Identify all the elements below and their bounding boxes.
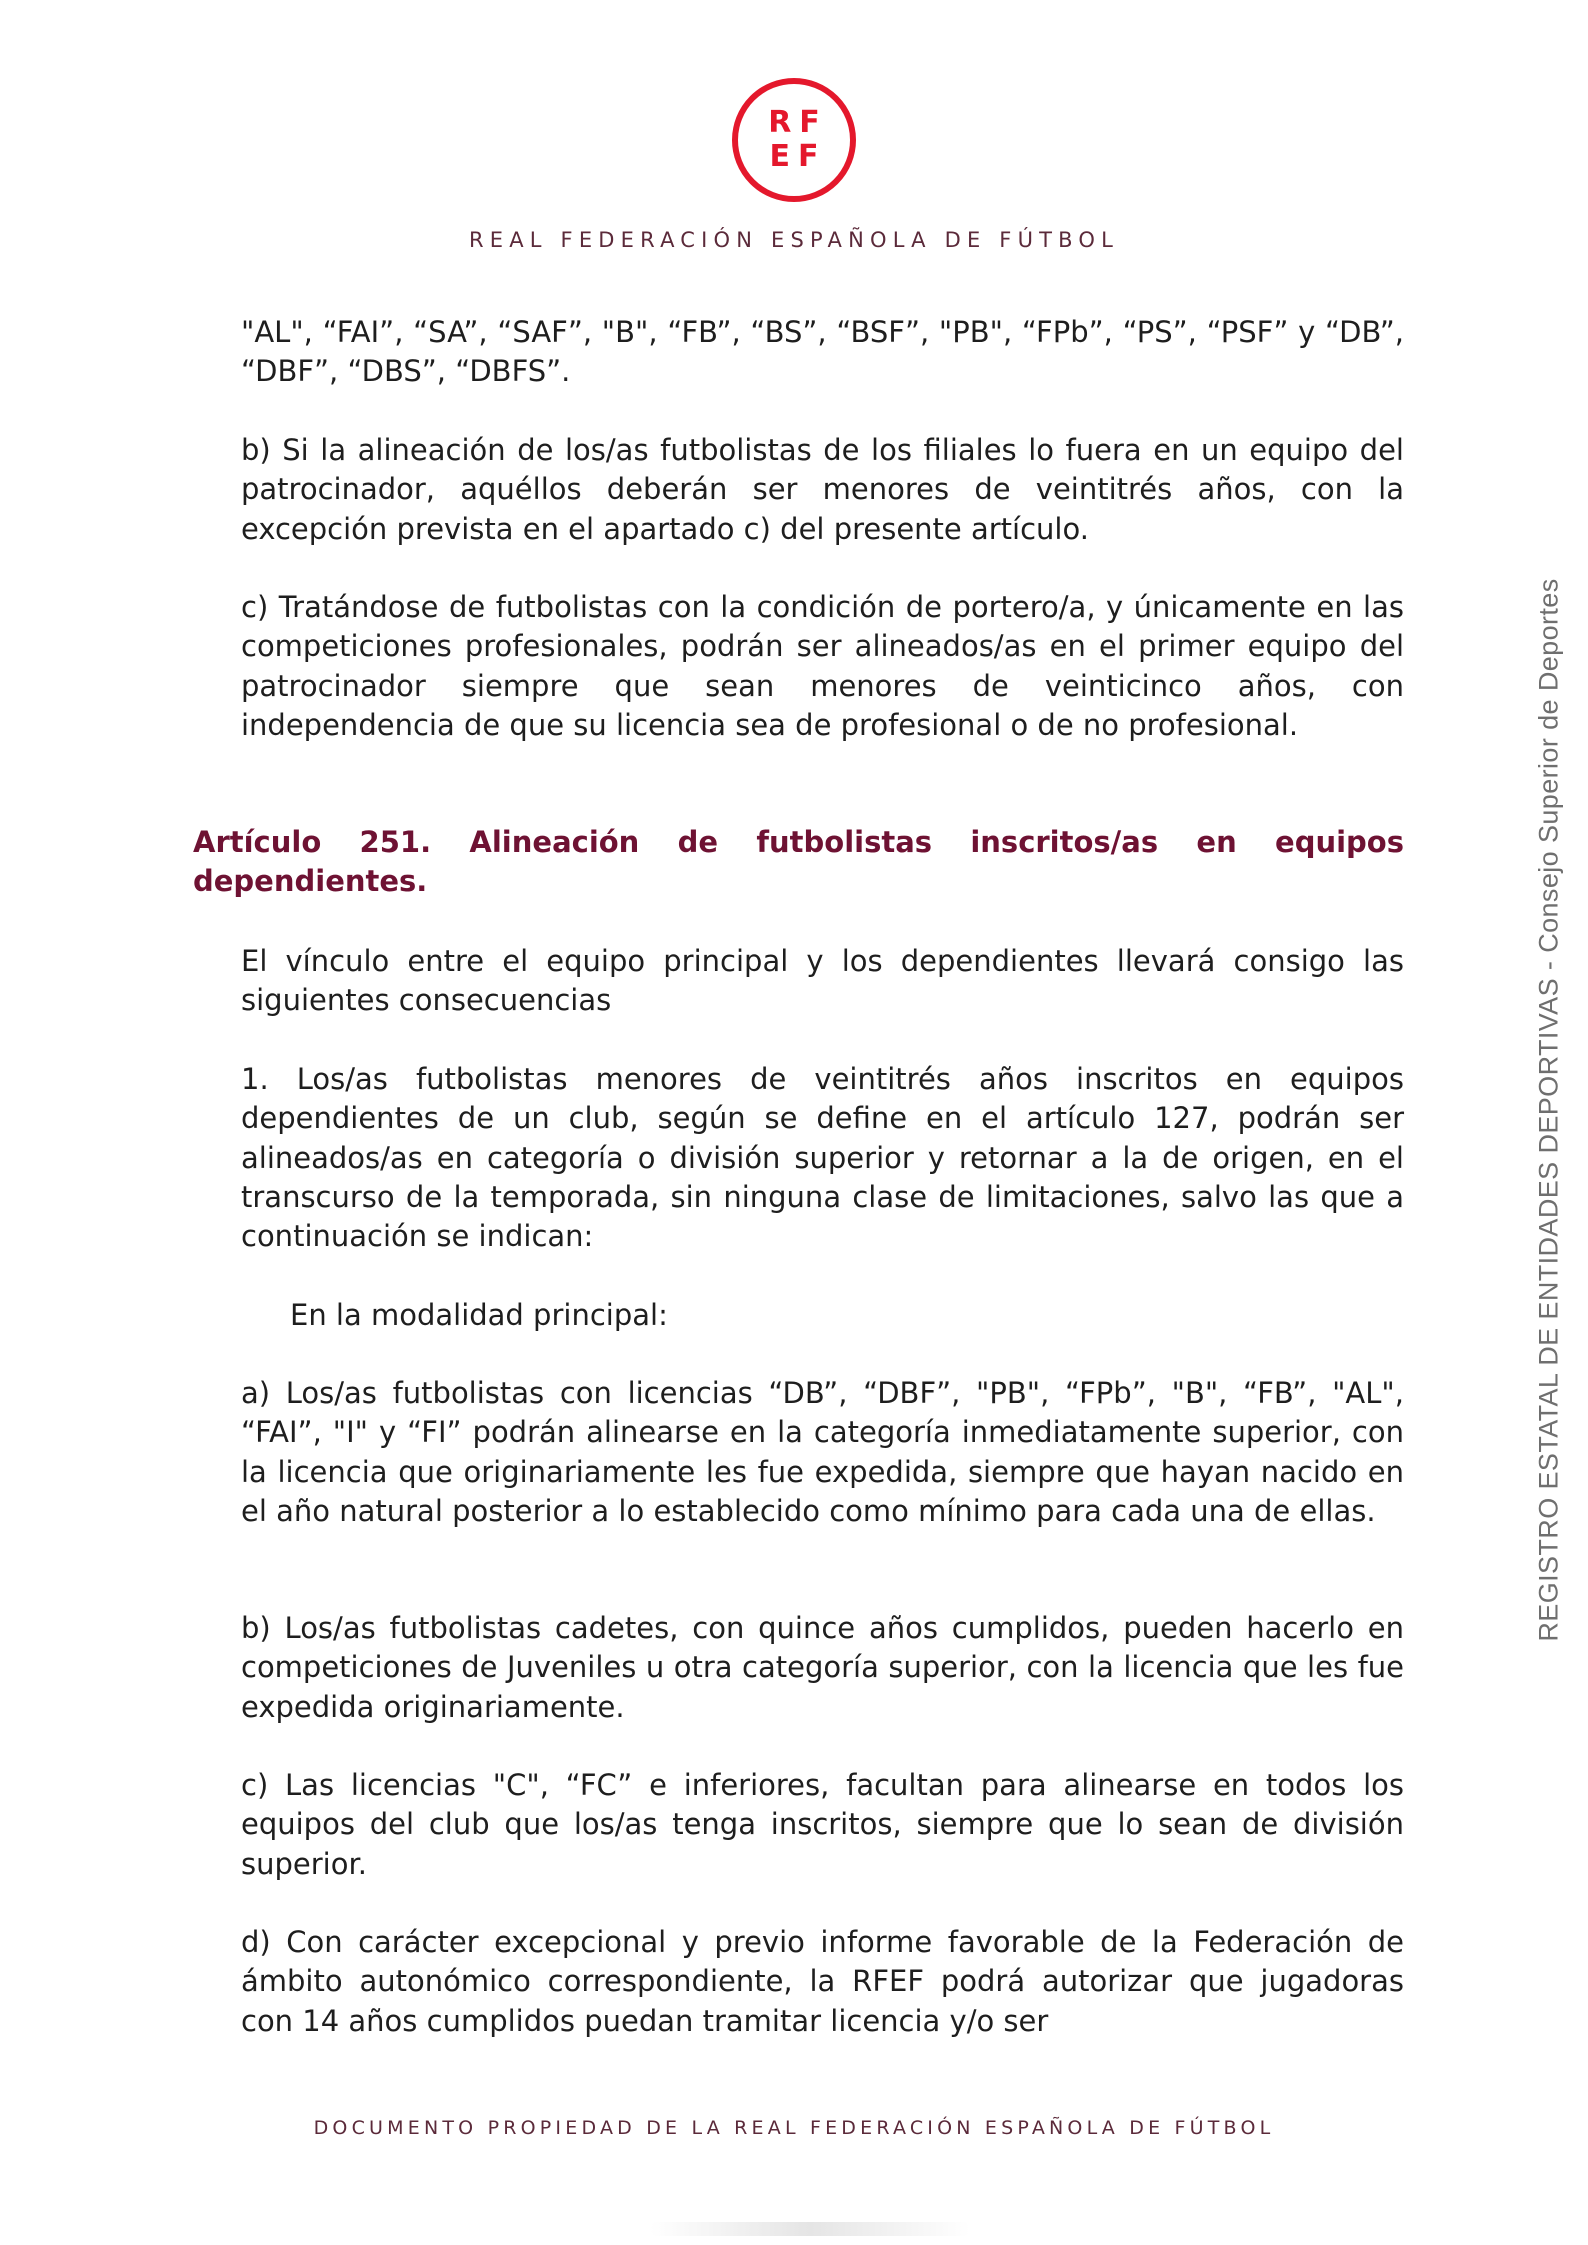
logo-line-2: EF bbox=[769, 139, 827, 174]
paragraph-d-excepcional: d) Con carácter excepcional y previo informe favorable de la Federación de ámbito autonómico correspondiente, la RFEF podrá autorizar que jugadoras con 14 años cumplidos puedan tramitar licencia y/o ser bbox=[241, 1925, 1404, 2038]
paragraph-1-menores: 1. Los/as futbolistas menores de veintitrés años inscritos en equipos dependientes de un club, según se define en el artículo 127, podrán ser alineados/as en categoría o división superior y retornar a la de origen, en el transcurso de la temporada, sin ninguna clase de limitaciones, salvo las que a continuación se indican: bbox=[241, 1062, 1404, 1254]
rfef-logo bbox=[732, 78, 856, 202]
paragraph-c-licencias: c) Las licencias "C", “FC” e inferiores, facultan para alinearse en todos los equipos del club que los/as tenga inscritos, siempre que lo sean de división superior. bbox=[241, 1768, 1404, 1881]
footer-ownership: DOCUMENTO PROPIEDAD DE LA REAL FEDERACIÓN ESPAÑOLA DE FÚTBOL bbox=[313, 2117, 1275, 2139]
paragraph-modalidad: En la modalidad principal: bbox=[290, 1298, 668, 1332]
paragraph-vinculo: El vínculo entre el equipo principal y los dependientes llevará consigo las siguientes consecuencias bbox=[241, 944, 1404, 1018]
side-registry-note: REGISTRO ESTATAL DE ENTIDADES DEPORTIVAS - Consejo Superior de Deportes bbox=[1533, 578, 1564, 1642]
scan-artifact bbox=[650, 2222, 970, 2236]
article-heading: Artículo 251. Alineación de futbolistas inscritos/as en equipos dependientes. bbox=[193, 825, 1404, 899]
paragraph-a-licencias: a) Los/as futbolistas con licencias “DB”, “DBF”, "PB", “FPb”, "B", “FB”, "AL", “FAI”, "I" y “FI” podrán alinearse en la categoría inmediatamente superior, con la licencia que originariamente les fue expedida, siempre que hayan nacido en el año natural posterior a lo establecido como mínimo para cada una de ellas. bbox=[241, 1376, 1404, 1528]
logo-line-1: RF bbox=[768, 105, 828, 140]
organization-name: REAL FEDERACIÓN ESPAÑOLA DE FÚTBOL bbox=[468, 228, 1120, 252]
paragraph-license-list: "AL", “FAI”, “SA”, “SAF”, "B", “FB”, “BS”, “BSF”, "PB", “FPb”, “PS”, “PSF” y “DB”, “DBF”, “DBS”, “DBFS”. bbox=[241, 315, 1404, 389]
paragraph-b-filiales: b) Si la alineación de los/as futbolistas de los filiales lo fuera en un equipo del patrocinador, aquéllos deberán ser menores de veintitrés años, con la excepción prevista en el apartado c) del presente artículo. bbox=[241, 433, 1404, 546]
paragraph-c-porteros: c) Tratándose de futbolistas con la condición de portero/a, y únicamente en las competiciones profesionales, podrán ser alineados/as en el primer equipo del patrocinador siempre que sean menores de veinticinco años, con independencia de que su licencia sea de profesional o de no profesional. bbox=[241, 590, 1404, 742]
paragraph-b-cadetes: b) Los/as futbolistas cadetes, con quince años cumplidos, pueden hacerlo en competiciones de Juveniles u otra categoría superior, con la licencia que les fue expedida originariamente. bbox=[241, 1611, 1404, 1724]
